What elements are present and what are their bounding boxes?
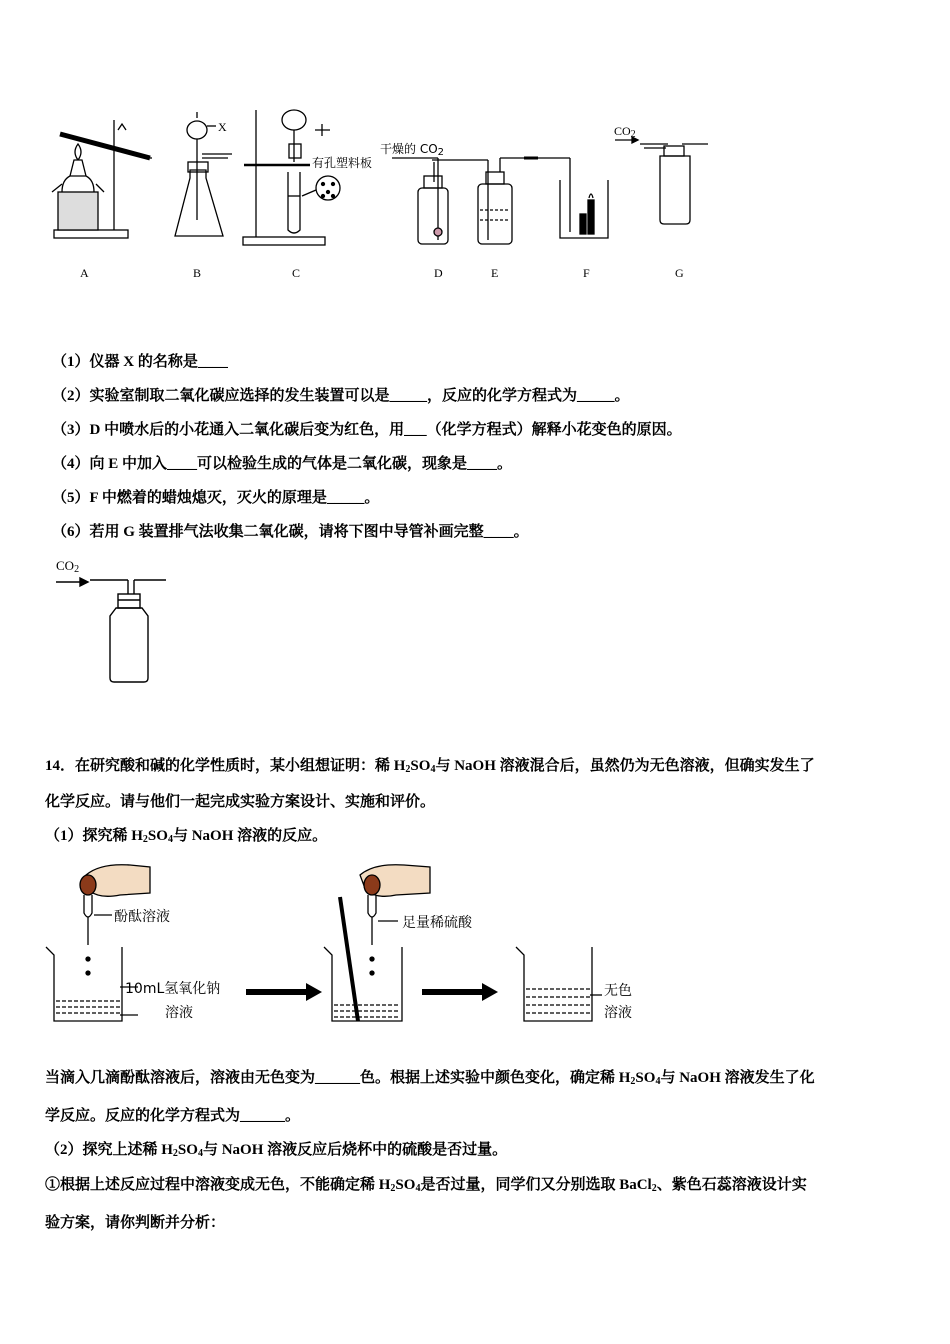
q14-paragraph-3: ①根据上述反应过程中溶液变成无色，不能确定稀 $H_2SO_4$是否过量，同学们又分别选取 BaCl$_2$、紫色石蕊溶液设计实 bbox=[45, 1177, 807, 1194]
q14-part2: （2）探究上述稀 $H_2SO_4$与 NaOH 溶液反应后烧杯中的硫酸是否过量。 bbox=[45, 1142, 508, 1159]
apparatus-c bbox=[243, 110, 340, 245]
apparatus-e bbox=[478, 158, 570, 244]
label-b: B bbox=[193, 266, 202, 280]
label-co2-g: $CO_2$ bbox=[614, 124, 636, 140]
beaker-2 bbox=[324, 865, 430, 1021]
label-dry-co2: 干燥的 $CO_2$ bbox=[380, 142, 445, 158]
q14-paragraph-4: 验方案，请你判断并分析： bbox=[45, 1215, 226, 1231]
label-c: C bbox=[292, 266, 301, 280]
question-13-2: （2）实验室制取二氧化碳应选择的发生装置可以是_____，反应的化学方程式为_____。 bbox=[52, 388, 630, 404]
apparatus-d bbox=[392, 158, 488, 244]
q14-paragraph-2: 学反应。反应的化学方程式为______。 bbox=[45, 1108, 301, 1124]
label-naoh-2: 溶液 bbox=[165, 1005, 193, 1021]
q14-part1: （1）探究稀 $H_2SO_4$与 NaOH 溶液的反应。 bbox=[45, 828, 328, 845]
apparatus-f bbox=[560, 158, 608, 238]
label-naoh-1: 10mL氢氧化钠 bbox=[125, 981, 221, 997]
label-sulfuric-acid: 足量稀硫酸 bbox=[402, 915, 472, 931]
question-13-1: （1）仪器 X 的名称是____ bbox=[52, 354, 228, 370]
titration-figure bbox=[40, 855, 660, 1035]
gas-bottle-figure bbox=[50, 570, 180, 690]
q14-paragraph-1: 当滴入几滴酚酞溶液后，溶液由无色变为______色。根据上述实验中颜色变化，确定稀 $H_2SO_4$与 NaOH 溶液发生了化 bbox=[45, 1070, 815, 1087]
apparatus-g bbox=[615, 137, 708, 224]
q14-intro-line2: 化学反应。请与他们一起完成实验方案设计、实施和评价。 bbox=[45, 794, 436, 810]
label-co2-bottle: $CO_2$ bbox=[56, 558, 80, 575]
label-d: D bbox=[434, 266, 443, 280]
label-e: E bbox=[491, 266, 499, 280]
question-13-6: （6）若用 G 装置排气法收集二氧化碳，请将下图中导管补画完整____。 bbox=[52, 524, 529, 540]
label-phenolphthalein: 酚酞溶液 bbox=[114, 909, 170, 925]
beaker-3 bbox=[516, 947, 602, 1021]
label-colorless-1: 无色 bbox=[604, 983, 632, 999]
apparatus-a bbox=[52, 120, 152, 238]
label-a: A bbox=[80, 266, 89, 280]
question-13-3: （3）D 中喷水后的小花通入二氧化碳后变为红色，用___（化学方程式）解释小花变色的原因。 bbox=[52, 422, 682, 438]
question-13-5: （5）F 中燃着的蜡烛熄灭，灭火的原理是_____。 bbox=[52, 490, 380, 506]
label-plate: 有孔塑料板 bbox=[312, 156, 373, 170]
label-colorless-2: 溶液 bbox=[604, 1005, 632, 1021]
label-g: G bbox=[675, 266, 684, 280]
label-x: X bbox=[218, 120, 227, 134]
label-f: F bbox=[583, 266, 590, 280]
q14-intro-line1: 14．在研究酸和碱的化学性质时，某小组想证明：稀 $H_2SO_4$与 NaOH 溶液混合后，虽然仍为无色溶液，但确实发生了 bbox=[45, 758, 815, 775]
question-13-4: （4）向 E 中加入____可以检验生成的气体是二氧化碳，现象是____。 bbox=[52, 456, 513, 472]
